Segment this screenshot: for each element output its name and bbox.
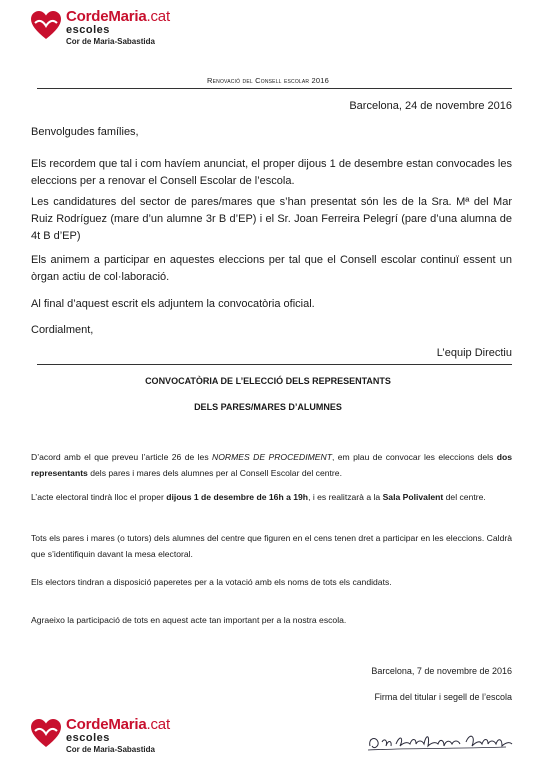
school-logo: [30, 8, 190, 48]
convocatoria-date: Barcelona, 7 de novembre de 2016: [371, 666, 512, 676]
logo-school-name: Cor de Maria-Sabastida: [66, 37, 155, 46]
convocatoria-paragraph-4: Els electors tindran a disposició paperetes per a la votació amb els noms de tots els candidats.: [31, 577, 392, 587]
letter-paragraph-2: Les candidatures del sector de pares/mares que s’han presentat són les de la Sra. Mª del Mar Ruiz Rodríguez (mare d’un alumne 3r B d’EP) i el Sr. Joan Ferreira Pelegrí (pare d’una alumna de 4t B d’EP): [31, 196, 512, 242]
letter-signature: L’equip Directiu: [436, 347, 512, 359]
section-divider: [37, 364, 512, 365]
logo-brand: CordeMaria.cat: [66, 716, 170, 733]
letter-paragraph-3: Els animem a participar en aquestes eleccions per tal que el Consell escolar continuï essent un òrgan actiu de col·laboració.: [31, 254, 512, 283]
logo-subtitle: escoles: [66, 732, 110, 744]
convocatoria-paragraph-2: L’acte electoral tindrà lloc el proper dijous 1 de desembre de 16h a 19h, i es realitzarà a la Sala Polivalent del centre.: [31, 492, 486, 502]
document-heading: Renovació del Consell escolar 2016: [206, 76, 330, 85]
logo-school-name: Cor de Maria-Sabastida: [66, 745, 155, 754]
letter-date: Barcelona, 24 de novembre 2016: [349, 100, 512, 112]
convocatoria-paragraph-3: Tots els pares i mares (o tutors) dels alumnes del centre que figuren en el cens tenen dret a participar en les eleccions. Caldrà que s’identifiquin davant la mesa electoral.: [31, 533, 512, 559]
letter-greeting: Benvolgudes famílies,: [31, 126, 139, 138]
school-logo-footer: [30, 716, 190, 756]
letter-paragraph-1: Els recordem que tal i com havíem anunciat, el proper dijous 1 de desembre estan convocades les eleccions per a renovar el Consell Escolar de l’escola.: [31, 158, 512, 187]
signature-label: Firma del titular i segell de l’escola: [374, 692, 512, 702]
letter-closing: Cordialment,: [31, 324, 94, 336]
heart-logo-icon: [30, 10, 62, 40]
heart-logo-icon: [30, 718, 62, 748]
convocatoria-title-line-1: CONVOCATÒRIA DE L’ELECCIÓ DELS REPRESENTANTS: [145, 376, 391, 386]
heading-divider: [37, 88, 512, 89]
convocatoria-title-line-2: DELS PARES/MARES D’ALUMNES: [194, 402, 342, 412]
letter-paragraph-4: Al final d’aquest escrit els adjuntem la convocatòria oficial.: [31, 298, 315, 310]
convocatoria-paragraph-5: Agraeixo la participació de tots en aquest acte tan important per a la nostra escola.: [31, 615, 347, 625]
logo-brand: CordeMaria.cat: [66, 8, 170, 25]
logo-subtitle: escoles: [66, 24, 110, 36]
handwritten-signature: [366, 728, 516, 756]
convocatoria-paragraph-1: D’acord amb el que preveu l’article 26 de les NORMES DE PROCEDIMENT, em plau de convocar les eleccions dels dos representants dels pares i mares dels alumnes per al Consell Escolar del centre.: [31, 452, 512, 478]
